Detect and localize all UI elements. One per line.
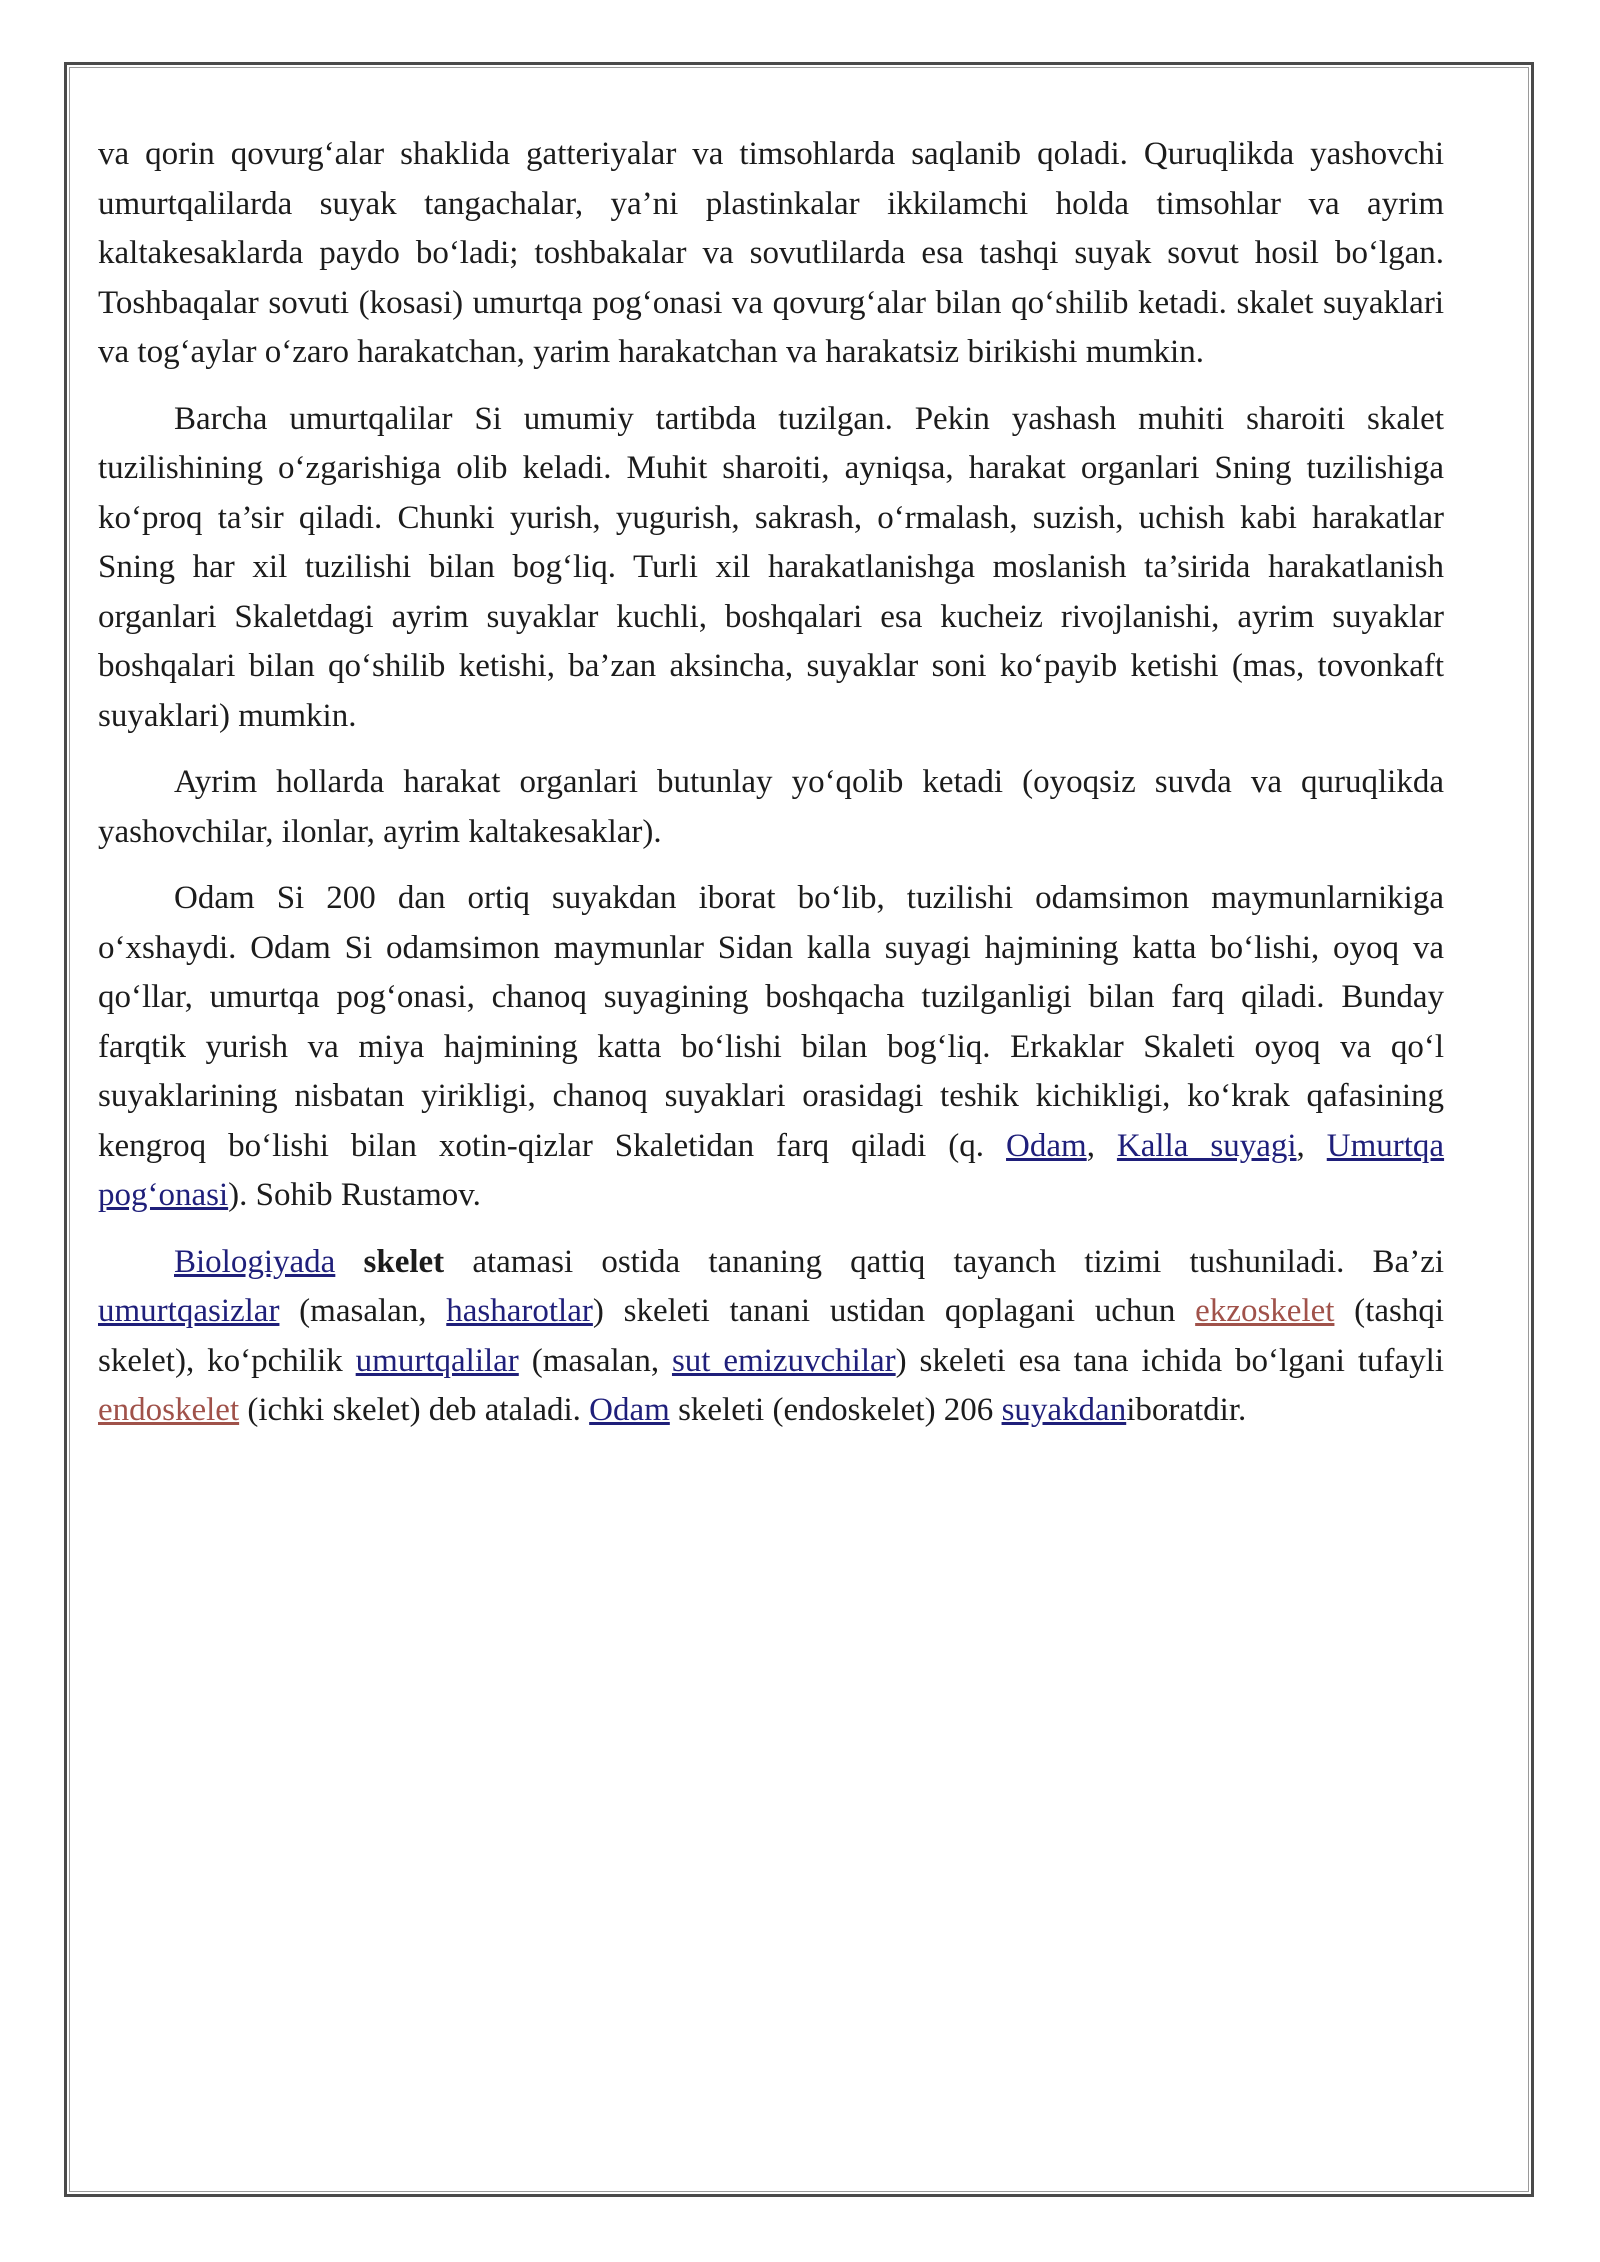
- link-endoskelet[interactable]: endoskelet: [98, 1392, 240, 1428]
- link-suyakdan[interactable]: suyakdan: [1001, 1392, 1127, 1428]
- separator: ,: [1296, 1127, 1305, 1164]
- link-umurtqalilar[interactable]: umurtqalilar: [355, 1342, 519, 1379]
- text-segment: skeleti (endoskelet) 206: [678, 1392, 994, 1428]
- separator: ,: [1086, 1127, 1095, 1164]
- paragraph-5: [98, 1238, 1444, 1436]
- text-segment: ) skeleti esa tana ichida bo‘lgani tufayli: [895, 1342, 1445, 1379]
- reference-open: (q.: [948, 1127, 985, 1164]
- paragraph-2: Barcha umurtqalilar Si umumiy tartibda tuzilgan. Pekin yashash muhiti sharoiti skalet tuzilishining o‘zgarishiga olib keladi. Muhit sharoiti, ayniqsa, harakat organlari Sning tuzilishiga ko‘proq ta’sir qiladi. Chunki yurish, yugurish, sakrash, o‘rmalash, suzish, uchish kabi harakatlar Sning har xil tuzilishi bilan bog‘liq. Turli xil harakatlanishga moslanish ta’sirida harakatlanish organlari Skaletdagi ayrim suyaklar kuchli, boshqalari esa kucheiz rivojlanishi, ayrim suyaklar boshqalari bilan qo‘shilib ketishi, ba’zan aksincha, suyaklar soni ko‘payib ketishi (mas, tovonkaft suyaklari) mumkin.: [98, 400, 1444, 734]
- text-segment: ) skeleti tanani ustidan qoplagani uchun: [592, 1293, 1176, 1329]
- link-kalla-suyagi[interactable]: Kalla suyagi: [1116, 1127, 1297, 1164]
- paragraph-4-text: Odam Si 200 dan ortiq suyakdan iborat bo‘lib, tuzilishi odamsimon maymunlarnikiga o‘xshaydi. Odam Si odamsimon maymunlar Sidan kalla suyagi hajmining katta bo‘lishi, oyoq va qo‘llar, umurtqa pog‘onasi, chanoq suyagining boshqacha tuzilganligi bilan farq qiladi. Bunday farqtik yurish va miya hajmining katta bo‘lishi bilan bog‘liq. Erkaklar Skaleti oyoq va qo‘l suyaklarining nisbatan yirikligi, chanoq suyaklari orasidagi teshik kichikligi, ko‘krak qafasining kengroq bo‘lishi bilan xotin-qizlar Skaletidan farq qiladi: [98, 880, 1444, 1164]
- link-odam-skeleti[interactable]: Odam: [589, 1392, 670, 1428]
- reference-close: ). Sohib Rustamov.: [228, 1177, 481, 1213]
- link-sut-emizuvchilar[interactable]: sut emizuvchilar: [671, 1342, 896, 1379]
- link-odam[interactable]: Odam: [1006, 1127, 1087, 1164]
- link-hasharotlar[interactable]: hasharotlar: [446, 1293, 593, 1329]
- text-segment: (ichki skelet) deb ataladi.: [247, 1392, 581, 1428]
- link-umurtqasizlar[interactable]: umurtqasizlar: [98, 1293, 280, 1329]
- text-segment: (masalan,: [299, 1293, 427, 1329]
- paragraph-3: Ayrim hollarda harakat organlari butunlay yo‘qolib ketadi (oyoqsiz suvda va quruqlikda yashovchilar, ilonlar, ayrim kaltakesaklar).: [98, 764, 1444, 850]
- paragraph-1: va qorin qovurg‘alar shaklida gatteriyalar va timsohlarda saqlanib qoladi. Quruqlikda yashovchi umurtqalilarda suyak tangachalar, ya’ni plastinkalar ikkilamchi holda timsohlar va ayrim kaltakesaklarda paydo bo‘ladi; toshbakalar va sovutlilarda esa tashqi suyak sovut hosil bo‘lgan. Toshbaqalar sovuti (kosasi) umurtqa pog‘onasi va qovurg‘alar bilan qo‘shilib ketadi. skalet suyaklari va tog‘aylar o‘zaro harakatchan, yarim harakatchan va harakatsiz birikishi mumkin.: [98, 136, 1444, 370]
- text-segment: iboratdir.: [1126, 1392, 1247, 1428]
- document-body: [98, 130, 1444, 1453]
- text-segment: (tashqi skelet), ko‘pchilik: [98, 1293, 1444, 1379]
- paragraph-4: [98, 874, 1444, 1221]
- link-ekzoskelet[interactable]: ekzoskelet: [1195, 1293, 1335, 1329]
- bold-term-skelet: skelet: [363, 1243, 445, 1280]
- text-segment: atamasi ostida tananing qattiq tayanch tizimi tushuniladi. Ba’zi: [472, 1243, 1445, 1280]
- text-segment: (masalan,: [531, 1342, 660, 1379]
- link-biologiyada[interactable]: Biologiyada: [174, 1243, 336, 1280]
- link-umurtqa-pogonasi[interactable]: Umurtqa pog‘onasi: [98, 1127, 1445, 1213]
